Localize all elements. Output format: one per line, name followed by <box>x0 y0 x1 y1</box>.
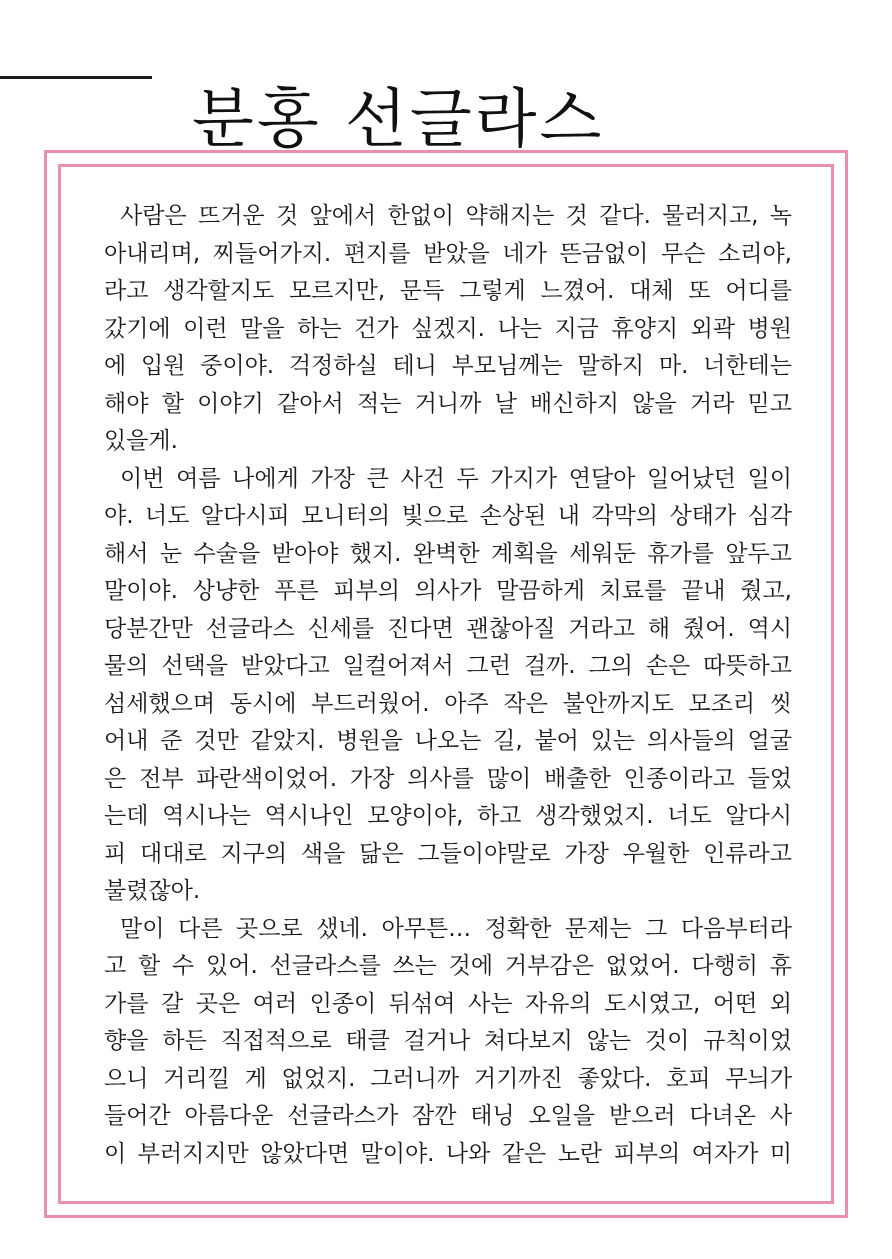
text-line: 갔기에 이런 말을 하는 건가 싶겠지. 나는 지금 휴양지 외곽 병원 <box>104 315 792 342</box>
text-line: 이번 여름 나에게 가장 큰 사건 두 가지가 연달아 일어났던 일이 <box>120 465 792 492</box>
text-line: 은 전부 파란색이었어. 가장 의사를 많이 배출한 인종이라고 들었 <box>104 765 792 792</box>
page-title: 분홍 선글라스 <box>192 82 605 157</box>
text-line: 고 할 수 있어. 선글라스를 쓰는 것에 거부감은 없었어. 다행히 휴 <box>104 953 792 979</box>
text-line: 들어간 아름다운 선글라스가 잠깐 태닝 오일을 받으러 다녀온 사 <box>104 1103 792 1129</box>
text-line: 말이야. 상냥한 푸른 피부의 의사가 말끔하게 치료를 끝내 줬고, <box>104 578 792 604</box>
text-line: 가를 갈 곳은 여러 인종이 뒤섞여 사는 자유의 도시였고, 어떤 외 <box>104 990 792 1017</box>
text-line: 말이 다른 곳으로 샜네. 아무튼… 정확한 문제는 그 다음부터라 <box>120 915 792 942</box>
text-line: 섬세했으며 동시에 부드러웠어. 아주 작은 불안까지도 모조리 씻 <box>104 690 792 717</box>
text-line: 는데 역시나는 역시나인 모양이야, 하고 생각했었지. 너도 알다시 <box>104 803 792 829</box>
text-line: 이 부러지지만 않았다면 말이야. 나와 같은 노란 피부의 여자가 미 <box>104 1140 792 1167</box>
title-rule <box>0 76 152 79</box>
text-line: 에 입원 중이야. 걱정하실 테니 부모님께는 말하지 마. 너한테는 <box>104 353 792 379</box>
text-line: 야. 너도 알다시피 모니터의 빛으로 손상된 내 각막의 상태가 심각 <box>104 503 792 529</box>
text-line: 아내리며, 찌들어가지. 편지를 받았을 네가 뜬금없이 무슨 소리야, <box>104 240 792 267</box>
text-line: 당분간만 선글라스 신세를 진다면 괜찮아질 거라고 해 줬어. 역시 <box>104 615 792 642</box>
text-line: 라고 생각할지도 모르지만, 문득 그렇게 느꼈어. 대체 또 어디를 <box>104 278 792 304</box>
text-line: 향을 하든 직접적으로 태클 걸거나 쳐다보지 않는 것이 규칙이었 <box>104 1028 792 1054</box>
text-line: 물의 선택을 받았다고 일컬어져서 그런 걸까. 그의 손은 따뜻하고 <box>104 653 792 679</box>
text-line: 사람은 뜨거운 것 앞에서 한없이 약해지는 것 같다. 물러지고, 녹 <box>120 203 792 229</box>
text-line: 어내 준 것만 같았지. 병원을 나오는 길, 붙어 있는 의사들의 얼굴 <box>104 728 792 754</box>
text-line: 피 대대로 지구의 색을 닮은 그들이야말로 가장 우월한 인류라고 <box>104 840 792 867</box>
text-line: 있을게. <box>104 428 178 454</box>
text-line: 해서 눈 수술을 받아야 했지. 완벽한 계획을 세워둔 휴가를 앞두고 <box>104 540 792 567</box>
letter-body <box>104 198 792 1173</box>
text-line: 으니 거리낄 게 없었지. 그러니까 거기까진 좋았다. 호피 무늬가 <box>104 1065 792 1092</box>
text-line: 해야 할 이야기 같아서 적는 거니까 날 배신하지 않을 거라 믿고 <box>104 390 792 417</box>
text-line: 불렸잖아. <box>104 878 201 904</box>
